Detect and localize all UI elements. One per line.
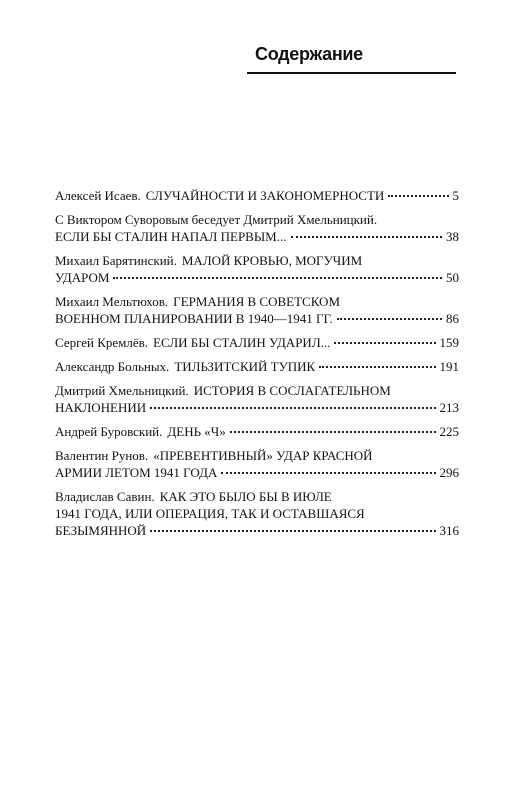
dot-leader xyxy=(319,362,435,368)
entry-author: Андрей Буровский. xyxy=(55,424,163,439)
dot-leader xyxy=(291,232,443,238)
page-number: 296 xyxy=(439,465,459,480)
dot-leader xyxy=(113,273,442,279)
entry-author: Михаил Барятинский. xyxy=(55,253,177,268)
entry-title-continued: УДАРОМ xyxy=(55,270,110,285)
entry-title: ГЕРМАНИЯ В СОВЕТСКОМ xyxy=(173,294,341,309)
entry-title: МАЛОЙ КРОВЬЮ, МОГУЧИМ xyxy=(181,253,363,268)
toc-entry[interactable] xyxy=(55,187,459,204)
dot-leader xyxy=(337,314,442,320)
entry-title: СЛУЧАЙНОСТИ И ЗАКОНОМЕРНОСТИ xyxy=(145,188,385,203)
entry-title-continued: НАКЛОНЕНИИ xyxy=(55,400,147,415)
dot-leader xyxy=(150,403,435,409)
entry-title: ЕСЛИ БЫ СТАЛИН НАПАЛ ПЕРВЫМ... xyxy=(55,229,287,244)
page-number: 225 xyxy=(439,424,459,439)
toc-entry[interactable] xyxy=(55,423,459,440)
page-number: 38 xyxy=(446,229,459,244)
toc-header xyxy=(247,40,456,74)
entry-author: С Виктором Суворовым беседует Дмитрий Хмельницкий. xyxy=(55,212,378,227)
dot-leader xyxy=(388,191,448,197)
dot-leader xyxy=(221,468,435,474)
entry-title-continued: БЕЗЫМЯННОЙ xyxy=(55,523,147,538)
toc-entry[interactable] xyxy=(55,252,459,286)
page-number: 191 xyxy=(439,359,459,374)
entry-author: Александр Больных. xyxy=(55,359,170,374)
toc-entry[interactable] xyxy=(55,382,459,416)
page-number: 86 xyxy=(446,311,459,326)
page-title: Содержание xyxy=(255,44,363,64)
entry-title: ТИЛЬЗИТСКИЙ ТУПИК xyxy=(174,359,316,374)
page-number: 50 xyxy=(446,270,459,285)
toc-list xyxy=(55,187,459,546)
toc-entry[interactable] xyxy=(55,211,459,245)
entry-author: Валентин Рунов. xyxy=(55,448,149,463)
page-number: 159 xyxy=(439,335,459,350)
dot-leader xyxy=(230,427,436,433)
entry-author: Алексей Исаев. xyxy=(55,188,141,203)
toc-entry[interactable] xyxy=(55,334,459,351)
page-number: 316 xyxy=(439,523,459,538)
entry-author: Владислав Савин. xyxy=(55,489,155,504)
entry-title: ДЕНЬ «Ч» xyxy=(167,424,226,439)
entry-title: ЕСЛИ БЫ СТАЛИН УДАРИЛ... xyxy=(153,335,331,350)
toc-entry[interactable] xyxy=(55,358,459,375)
toc-entry[interactable] xyxy=(55,447,459,481)
entry-title-continued: АРМИИ ЛЕТОМ 1941 ГОДА xyxy=(55,465,218,480)
entry-title-continued: 1941 ГОДА, ИЛИ ОПЕРАЦИЯ, ТАК И ОСТАВШАЯСЯ xyxy=(55,506,365,521)
toc-entry[interactable] xyxy=(55,293,459,327)
entry-author: Михаил Мельтюхов. xyxy=(55,294,169,309)
entry-title: КАК ЭТО БЫЛО БЫ В ИЮЛЕ xyxy=(159,489,332,504)
page-number: 213 xyxy=(439,400,459,415)
entry-author: Дмитрий Хмельницкий. xyxy=(55,383,189,398)
entry-author: Сергей Кремлёв. xyxy=(55,335,149,350)
entry-title: «ПРЕВЕНТИВНЫЙ» УДАР КРАСНОЙ xyxy=(153,448,373,463)
dot-leader xyxy=(334,338,435,344)
toc-entry[interactable] xyxy=(55,488,459,539)
entry-title: ИСТОРИЯ В СОСЛАГАТЕЛЬНОМ xyxy=(193,383,391,398)
page-number: 5 xyxy=(452,188,459,203)
entry-title-continued: ВОЕННОМ ПЛАНИРОВАНИИ В 1940—1941 ГГ. xyxy=(55,311,333,326)
dot-leader xyxy=(150,526,435,532)
